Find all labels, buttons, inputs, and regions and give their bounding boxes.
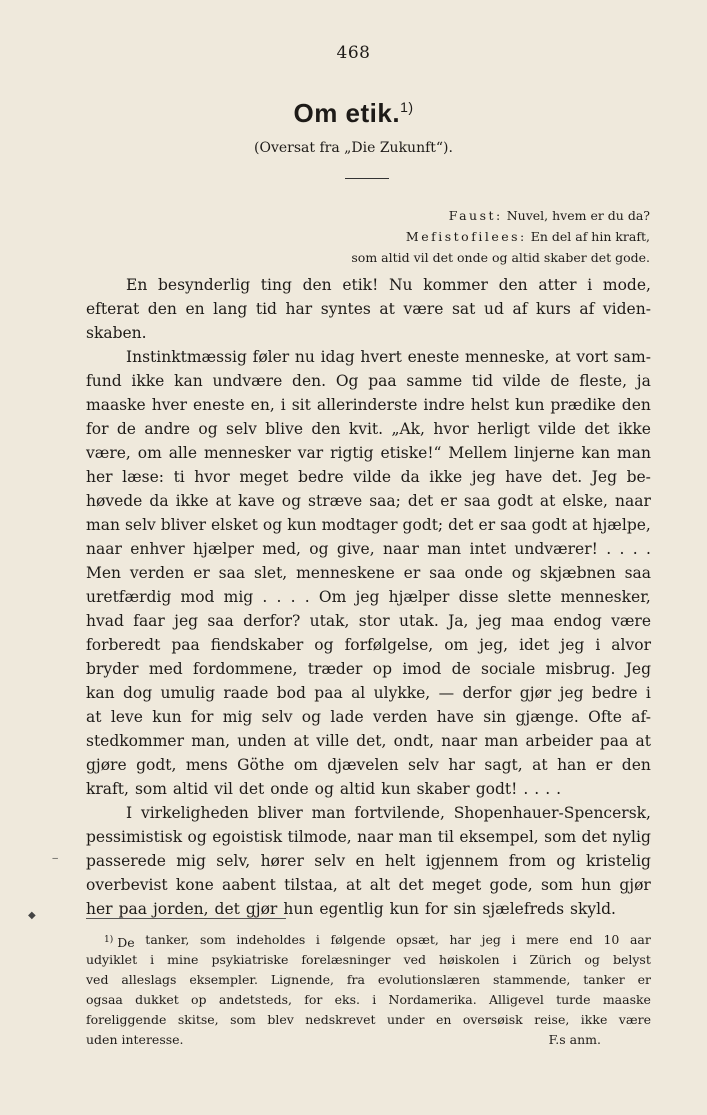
body-line: skaben. [86, 324, 147, 342]
epigraph-line-2 [290, 226, 650, 247]
footnote-marker: 1) [104, 935, 114, 945]
body-line: her læse: ti hvor meget bedre vilde da ikke jeg have det. Jeg be- [86, 468, 651, 486]
footnote-line: udyiklet i mine psykiatriske forelæsninger ved høiskolen i Zürich og belyst [86, 952, 651, 967]
body-line: Men verden er saa slet, menneskene er saa onde og skjæbnen saa [86, 564, 651, 582]
body-line: man selv bliver elsket og kun modtager godt; det er saa godt at hjælpe, [86, 516, 651, 534]
page-number: 468 [336, 43, 371, 63]
body-line: Instinktmæssig føler nu idag hvert eneste menneske, at vort sam- [126, 348, 651, 366]
footnote-line: $^{1)}$ De tanker, som indeholdes i følgende opsæt, har jeg i mere end 10 aar [104, 932, 651, 950]
body-line: at leve kun for mig selv og lade verden have sin gjænge. Ofte af- [86, 708, 651, 726]
body-line: fund ikke kan undvære den. Og paa samme tid vilde de fleste, ja [86, 372, 651, 390]
footnote [86, 930, 651, 1050]
body-line: I virkeligheden bliver man fortvilende, Shopenhauer-Spencersk, [126, 804, 651, 822]
footnote-divider [86, 918, 286, 919]
footnote-line: ogsaa dukket op andetsteds, for eks. i Nordamerika. Alligevel turde maaske [86, 992, 651, 1007]
epigraph-line-1 [290, 205, 650, 226]
body-text [86, 273, 651, 921]
body-line: En besynderlig ting den etik! Nu kommer den atter i mode, [126, 276, 651, 294]
body-line: maaske hver eneste en, i sit allerinderste indre helst kun prædike den [86, 396, 651, 414]
title-footnote-marker: 1) [400, 99, 414, 115]
body-line: hvad faar jeg saa derfor? utak, stor utak. Ja, jeg maa endog være [86, 612, 651, 630]
body-line: overbevist kone aabent tilstaa, at alt det meget gode, som hun gjør [86, 876, 651, 894]
body-line: for de andre og selv blive den kvit. „Ak, hvor herligt vilde det ikke [86, 420, 651, 438]
epigraph [290, 205, 650, 268]
body-line: passerede mig selv, hører selv en helt igjennem from og kristelig [86, 852, 651, 870]
subtitle: (Oversat fra „Die Zukunft“). [254, 140, 453, 156]
footnote-line: foreliggende skitse, som blev nedskrevet under en oversøisk reise, ikke være [86, 1012, 651, 1027]
title-text: Om etik. [293, 98, 401, 128]
epigraph-line-1-text: Nuvel, hvem er du da? [506, 208, 650, 223]
body-line: stedkommer man, unden at ville det, ondt, naar man arbeider paa at [86, 732, 651, 750]
footnote-line: ved alleslags eksempler. Lignende, fra evolutionslæren stammende, tanker er [86, 972, 651, 987]
epigraph-speaker-faust: Faust: [448, 208, 503, 223]
footnote-signature: F.s anm. [548, 1032, 601, 1047]
body-line: kraft, som altid vil det onde og altid kun skaber godt! . . . . [86, 780, 562, 798]
article-title [0, 98, 707, 129]
footnote-last-line [86, 1030, 651, 1050]
margin-diamond-mark: ◆ [28, 910, 36, 921]
body-line: høvede da ikke at kave og stræve saa; det er saa godt at elske, naar [86, 492, 651, 510]
body-line: naar enhver hjælper med, og give, naar man intet undværer! . . . . [86, 540, 651, 558]
body-line: efterat den en lang tid har syntes at være sat ud af kurs af viden- [86, 300, 651, 318]
body-line: gjøre godt, mens Göthe om djævelen selv har sagt, at han er den [86, 756, 651, 774]
body-line: forberedt paa fiendskaber og forfølgelse, om jeg, idet jeg i alvor [86, 636, 651, 654]
body-line: pessimistisk og egoistisk tilmode, naar man til eksempel, som det nylig [86, 828, 651, 846]
body-line: uretfærdig mod mig . . . . Om jeg hjælper disse slette mennesker, [86, 588, 651, 606]
epigraph-line-3: som altid vil det onde og altid skaber det gode. [351, 250, 650, 265]
epigraph-speaker-mefistofilees: Mefistofilees: [405, 229, 527, 244]
title-divider [345, 178, 389, 179]
body-line: være, om alle mennesker var rigtig etiske!“ Mellem linjerne kan man [86, 444, 651, 462]
margin-dash-mark: ‒ [52, 853, 59, 864]
epigraph-line-2-text: En del af hin kraft, [530, 229, 650, 244]
body-line: bryder med fordommene, træder op imod de sociale misbrug. Jeg [86, 660, 651, 678]
body-line: her paa jorden, det gjør hun egentlig kun for sin sjælefreds skyld. [86, 900, 616, 918]
body-line: kan dog umulig raade bod paa al ulykke, — derfor gjør jeg bedre i [86, 684, 651, 702]
footnote-last-text: uden interesse. [86, 1032, 184, 1047]
